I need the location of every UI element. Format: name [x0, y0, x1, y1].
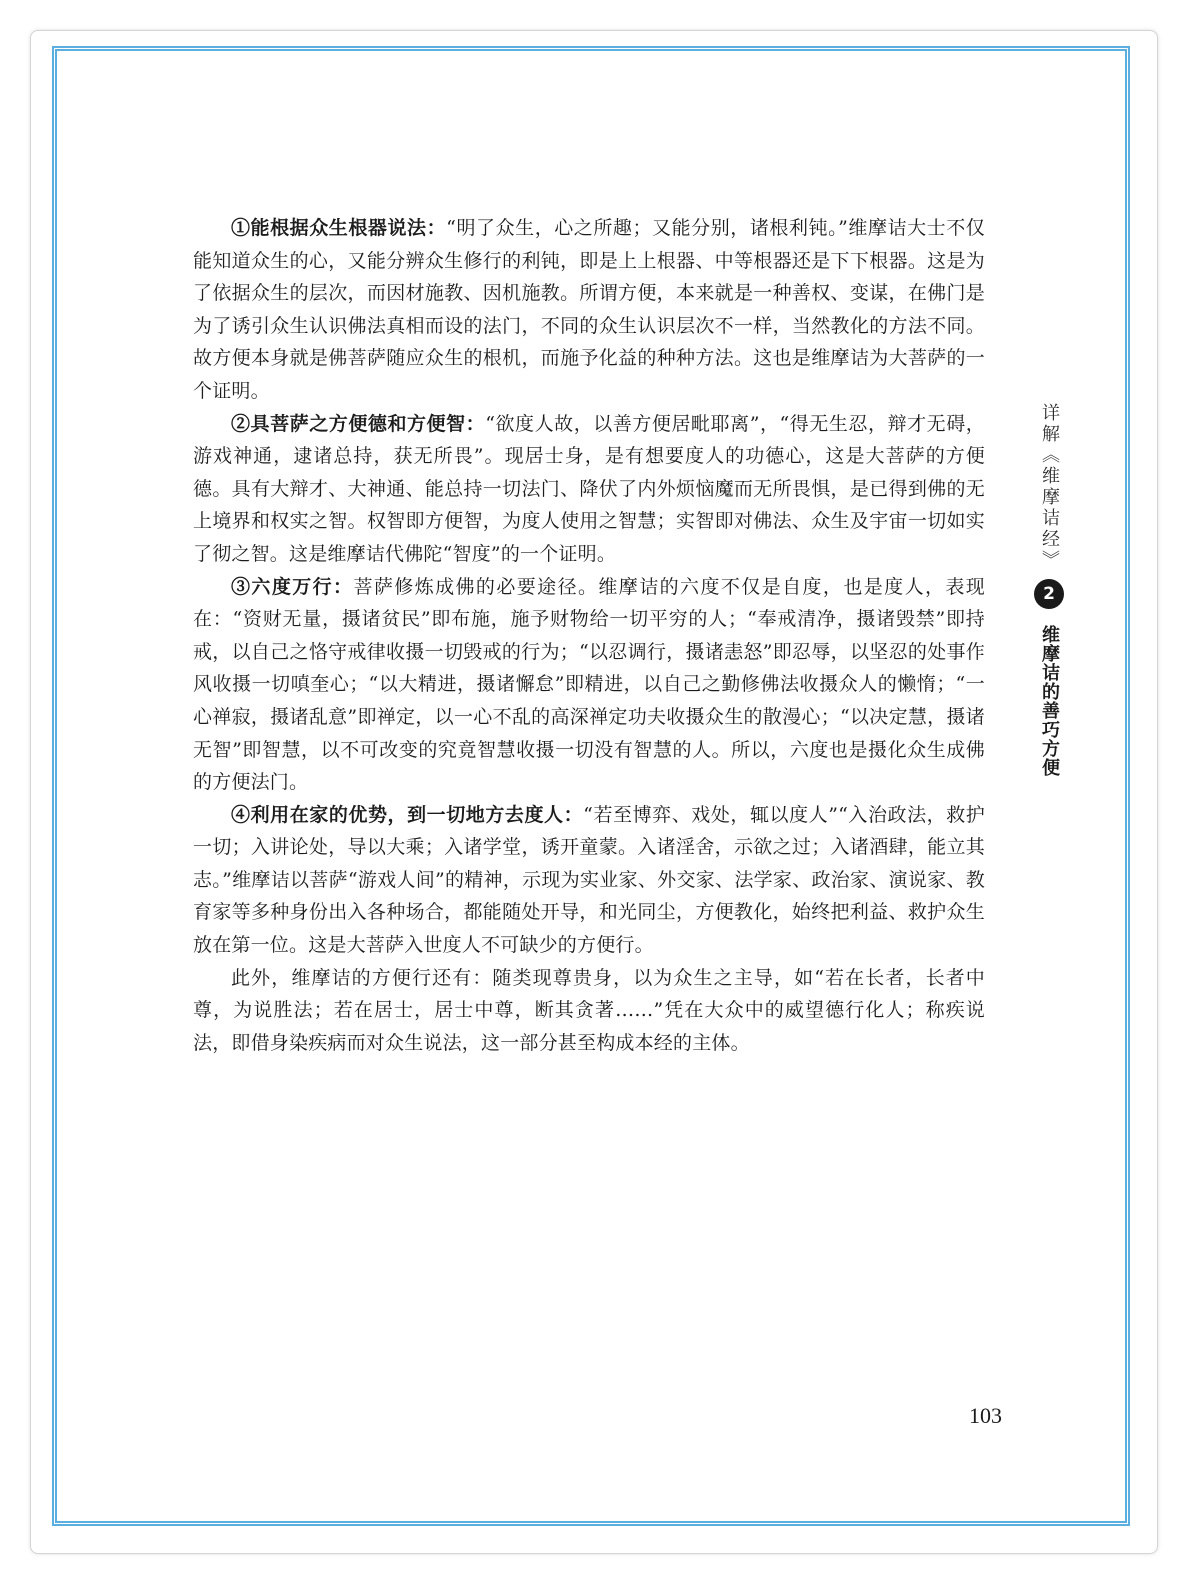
page-number: 103 — [969, 1403, 1002, 1428]
book-page — [63, 57, 1119, 1515]
paragraph-text: “若至博弈、戏处，辄以度人”“入治政法，救护一切；入讲论处，导以大乘；入诸学堂，诱开童蒙。入诸淫舍，示欲之过；入诸酒肆，能立其志。”维摩诘以菩萨“游戏人间”的精神，示现为实业家、外交家、法学家、政治家、演说家、教育家等多种身份出入各种场合，都能随处开导，和光同尘，方便教化，始终把利益、救护众生放在第一位。这是大菩萨入世度人不可缺少的方便行。 — [193, 803, 985, 957]
chapter-title: 维摩诘的善巧方便 — [1039, 625, 1060, 777]
side-tab — [1038, 403, 1060, 777]
paragraph-1 — [193, 212, 985, 408]
paragraph-text: 菩萨修炼成佛的必要途径。维摩诘的六度不仅是自度，也是度人，表现在：“资财无量，摄诸贫民”即布施，施予财物给一切平穷的人；“奉戒清净，摄诸毁禁”即持戒，以自己之恪守戒律收摄一切毁戒的行为；“以忍调行，摄诸恚怒”即忍辱，以坚忍的处事作风收摄一切嗔奎心；“以大精进，摄诸懈怠”即精进，以自己之勤修佛法收摄众人的懒惰；“一心禅寂，摄诸乱意”即禅定，以一心不乱的高深禅定功夫收摄众生的散漫心；“以决定慧，摄诸无智”即智慧，以不可改变的究竟智慧收摄一切没有智慧的人。所以，六度也是摄化众生成佛的方便法门。 — [193, 575, 985, 794]
paragraph-text: “明了众生，心之所趣；又能分别，诸根利钝。”维摩诘大士不仅能知道众生的心，又能分辨众生修行的利钝，即是上上根器、中等根器还是下下根器。这是为了依据众生的层次，而因材施教、因机施教。所谓方便，本来就是一种善权、变谋，在佛门是为了诱引众生认识佛法真相而设的法门，不同的众生认识层次不一样，当然教化的方法不同。故方便本身就是佛菩萨随应众生的根机，而施予化益的种种方法。这也是维摩诘为大菩萨的一个证明。 — [193, 217, 985, 402]
paragraph-4 — [193, 799, 985, 962]
chapter-number-badge: 2 — [1034, 579, 1064, 609]
book-series-title: 详解《维摩诘经》 — [1039, 403, 1060, 571]
paragraph-5 — [193, 962, 985, 1060]
paragraph-2 — [193, 408, 985, 571]
paragraph-text: 此外，维摩诘的方便行还有：随类现尊贵身，以为众生之主导，如“若在长者，长者中尊，为说胜法；若在居士，居士中尊，断其贪著……”凭在大众中的威望德行化人；称疾说法，即借身染疾病而对众生说法，这一部分甚至构成本经的主体。 — [193, 966, 985, 1054]
paragraph-heading: ④利用在家的优势，到一切地方去度人： — [231, 803, 584, 826]
paragraph-heading: ③六度万行： — [231, 575, 354, 598]
paragraph-3 — [193, 571, 985, 799]
paragraph-text: “欲度人故，以善方便居毗耶离”，“得无生忍，辩才无碍，游戏神通，逮诸总持，获无所畏”。现居士身，是有想要度人的功德心，这是大菩萨的方便德。具有大辩才、大神通、能总持一切法门、降伏了内外烦恼魔而无所畏惧，是已得到佛的无上境界和权实之智。权智即方便智，为度人使用之智慧；实智即对佛法、众生及宇宙一切如实了彻之智。这是维摩诘代佛陀“智度”的一个证明。 — [193, 412, 985, 565]
paragraph-heading: ②具菩萨之方便德和方便智： — [231, 412, 486, 435]
body-text — [193, 212, 985, 1059]
paragraph-heading: ①能根据众生根器说法： — [231, 217, 447, 239]
